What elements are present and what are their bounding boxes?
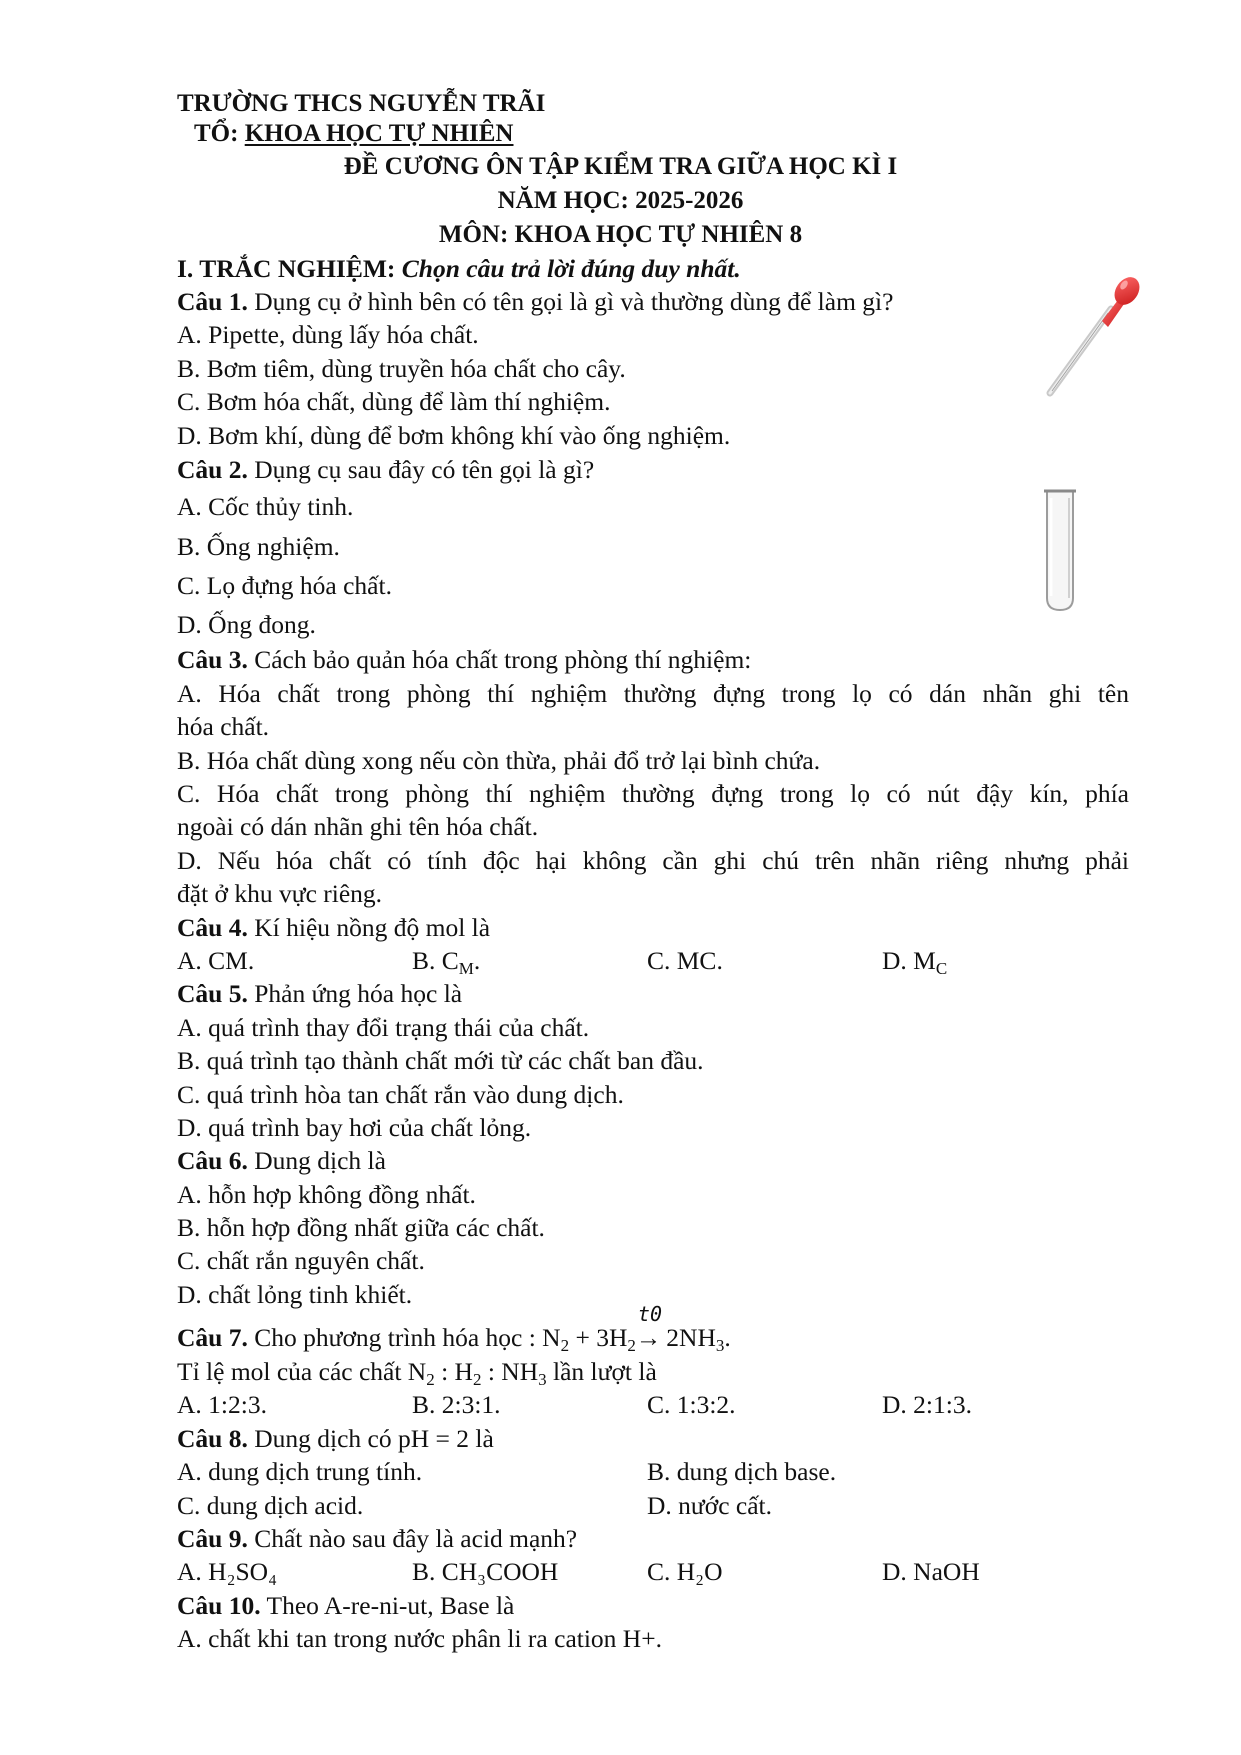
question-label: Câu 1. (177, 287, 248, 316)
q10-option-a: A. chất khi tan trong nước phân li ra cation H+. (177, 1624, 662, 1653)
department-line (194, 119, 514, 149)
question-1 (177, 287, 893, 317)
q7-option-b: B. 2:3:1. (412, 1390, 501, 1419)
q9-option-d: D. NaOH (882, 1557, 980, 1586)
q2-option-d: D. Ống đong. (177, 610, 316, 639)
q8-option-b: B. dung dịch base. (647, 1457, 837, 1486)
question-text: Cho phương trình hóa học : N (247, 1323, 561, 1352)
q1-option-c: C. Bơm hóa chất, dùng để làm thí nghiệm. (177, 387, 611, 416)
q4-option-b: B. $C_M$. (412, 946, 481, 978)
subject-title: MÔN: KHOA HỌC TỰ NHIÊN 8 (438, 221, 803, 248)
q1-option-a: A. Pipette, dùng lấy hóa chất. (177, 320, 479, 349)
q3-option-d-continued: đặt ở khu vực riêng. (177, 879, 383, 908)
q1-option-b: B. Bơm tiêm, dùng truyền hóa chất cho cây. (177, 354, 626, 383)
question-label: Câu 9. (177, 1524, 248, 1553)
q3-option-c-continued: ngoài có dán nhãn ghi tên hóa chất. (177, 812, 539, 841)
q5-option-b: B. quá trình tạo thành chất mới từ các chất ban đầu. (177, 1046, 704, 1075)
question-label: Câu 4. (177, 913, 248, 942)
school-year: NĂM HỌC: 2025-2026 (497, 187, 744, 214)
question-label: Câu 3. (177, 645, 248, 674)
q6-option-c: C. chất rắn nguyên chất. (177, 1246, 425, 1275)
question-label: Câu 2. (177, 455, 248, 484)
q2-option-c: C. Lọ đựng hóa chất. (177, 571, 392, 600)
q3-option-d: D. Nếu hóa chất có tính độc hại không cần ghi chú trên nhãn riêng nhưng phải (177, 846, 1129, 875)
school-name: TRƯỜNG THCS NGUYỄN TRÃI (177, 90, 546, 117)
question-text: Cách bảo quản hóa chất trong phòng thí nghiệm: (247, 645, 752, 674)
question-label: Câu 7. (177, 1323, 248, 1352)
department-name: KHOA HỌC TỰ NHIÊN (244, 120, 514, 147)
pipette-icon (1040, 275, 1150, 400)
q4-option-a: A. CM. (177, 946, 255, 975)
question-text: Dung dịch là (247, 1146, 386, 1175)
q7-ratio-line: Tỉ lệ mol của các chất $N_2$ : $H_2$ : $NH_3$ lần lượt là (177, 1357, 657, 1389)
section-title: I. TRẮC NGHIỆM: (177, 254, 402, 283)
question-10 (177, 1591, 514, 1621)
question-text: Chất nào sau đây là acid mạnh? (247, 1524, 578, 1553)
question-text: Kí hiệu nồng độ mol là (247, 913, 491, 942)
question-3 (177, 645, 751, 675)
q7-option-d: D. 2:1:3. (882, 1390, 972, 1419)
q5-option-d: D. quá trình bay hơi của chất lỏng. (177, 1113, 532, 1142)
q8-option-c: C. dung dịch acid. (177, 1491, 364, 1520)
reaction-condition: t0 (637, 1302, 662, 1326)
q3-option-c: C. Hóa chất trong phòng thí nghiệm thường đựng trong lọ có nút đậy kín, phía (177, 779, 1129, 808)
question-6 (177, 1146, 386, 1176)
question-text: Dụng cụ ở hình bên có tên gọi là gì và thường dùng để làm gì? (247, 287, 894, 316)
question-label: Câu 8. (177, 1424, 248, 1453)
question-8 (177, 1424, 494, 1454)
q8-option-d: D. nước cất. (647, 1491, 773, 1520)
q3-option-a: A. Hóa chất trong phòng thí nghiệm thường đựng trong lọ có dán nhãn ghi tên (177, 679, 1129, 708)
question-label: Câu 6. (177, 1146, 248, 1175)
q1-option-d: D. Bơm khí, dùng để bơm không khí vào ống nghiệm. (177, 421, 731, 450)
q9-option-a: A. H₂SO₄ (177, 1557, 277, 1586)
q6-option-d: D. chất lỏng tinh khiết. (177, 1280, 413, 1309)
q8-option-a: A. dung dịch trung tính. (177, 1457, 423, 1486)
question-text: Theo A-re-ni-ut, Base là (260, 1591, 515, 1620)
q2-option-a: A. Cốc thủy tinh. (177, 492, 354, 521)
department-prefix: TỔ: (194, 120, 245, 147)
q6-option-b: B. hỗn hợp đồng nhất giữa các chất. (177, 1213, 545, 1242)
q7-option-a: A. 1:2:3. (177, 1390, 267, 1419)
section-instruction: Chọn câu trả lời đúng duy nhất. (401, 254, 741, 283)
question-text: Dụng cụ sau đây có tên gọi là gì? (247, 455, 595, 484)
q3-option-b: B. Hóa chất dùng xong nếu còn thừa, phải đổ trở lại bình chứa. (177, 746, 821, 775)
q2-option-b: B. Ống nghiệm. (177, 532, 340, 561)
question-text: Phản ứng hóa học là (247, 979, 463, 1008)
q7-option-c: C. 1:3:2. (647, 1390, 736, 1419)
question-label: Câu 10. (177, 1591, 261, 1620)
question-9 (177, 1524, 577, 1554)
q9-option-c: C. H₂O (647, 1557, 723, 1586)
q4-option-d: D. $M_C$ (882, 946, 948, 978)
q5-option-a: A. quá trình thay đổi trạng thái của chất. (177, 1013, 590, 1042)
question-2 (177, 455, 594, 485)
q9-option-b: B. CH₃COOH (412, 1557, 559, 1586)
question-4 (177, 913, 490, 943)
section-heading (177, 254, 741, 284)
q3-option-a-continued: hóa chất. (177, 712, 270, 741)
question-text: Dung dịch có pH = 2 là (247, 1424, 494, 1453)
q5-option-c: C. quá trình hòa tan chất rắn vào dung dịch. (177, 1080, 624, 1109)
question-5 (177, 979, 462, 1009)
document-title: ĐỀ CƯƠNG ÔN TẬP KIỂM TRA GIỮA HỌC KÌ I (343, 153, 898, 180)
q4-option-c: C. MC. (647, 946, 723, 975)
question-7: Câu 7. Cho phương trình hóa học : $N_2 + 3H_2$ t0 → $2NH_3$. (177, 1323, 731, 1353)
question-label: Câu 5. (177, 979, 248, 1008)
q6-option-a: A. hỗn hợp không đồng nhất. (177, 1180, 476, 1209)
reaction-arrow: t0 → (636, 1323, 660, 1353)
test-tube-icon (1043, 486, 1077, 616)
